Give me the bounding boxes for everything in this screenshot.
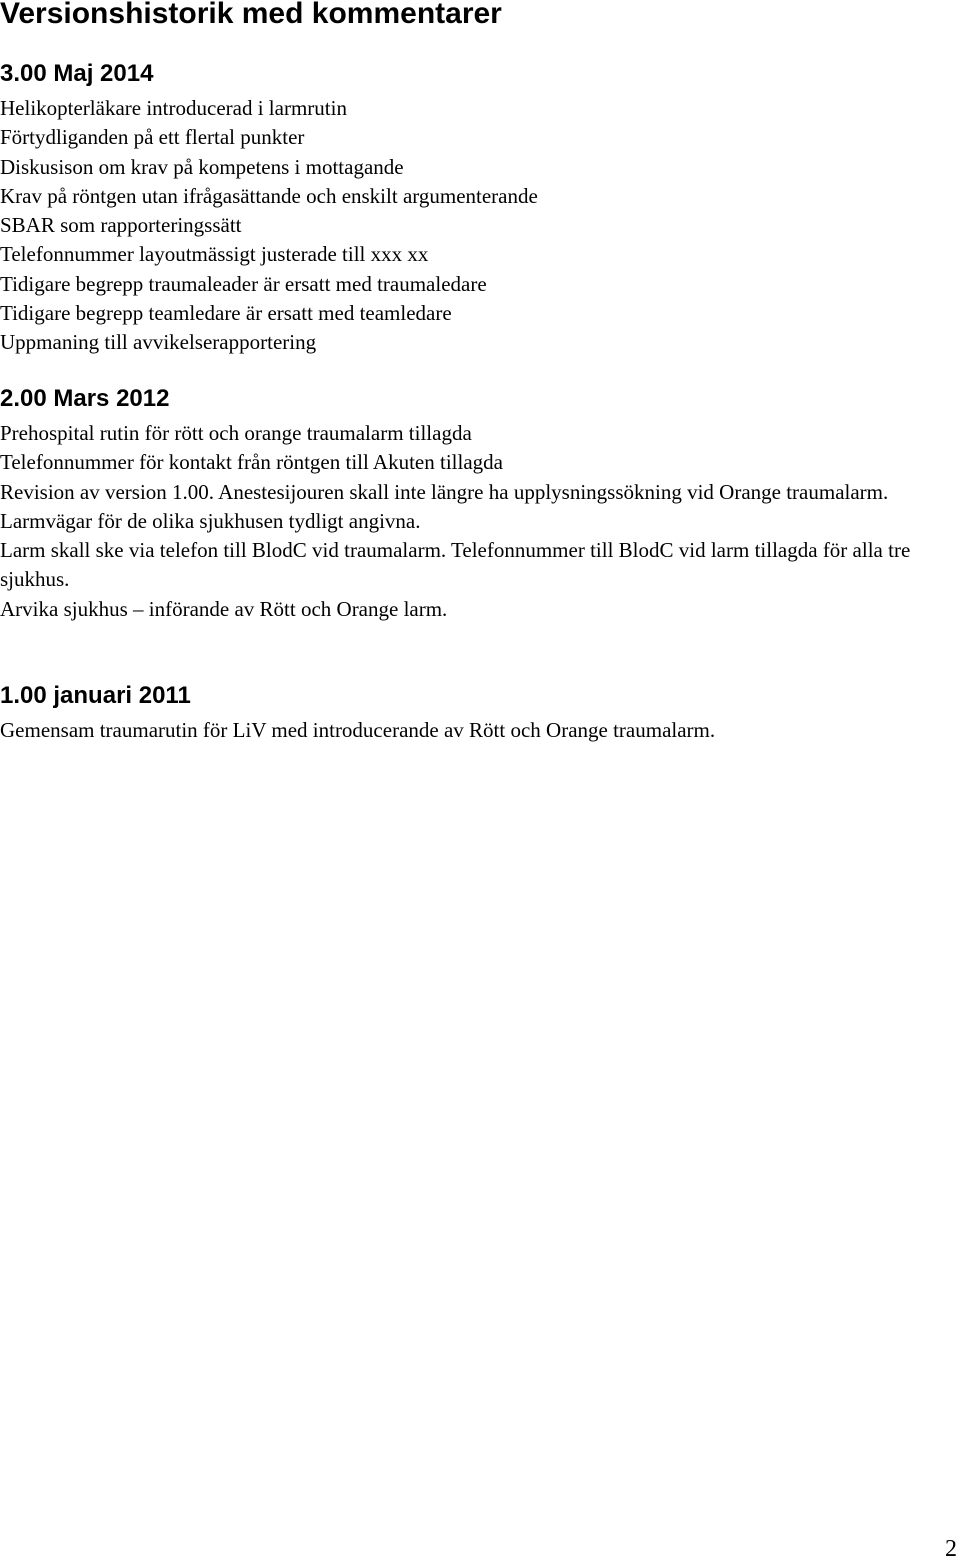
change-item: Telefonnummer layoutmässigt justerade till xxx xx	[0, 242, 429, 267]
change-item: Revision av version 1.00. Anestesijouren skall inte längre ha upplysningssökning vid Orange traumalarm.	[0, 479, 889, 504]
change-item: Larm skall ske via telefon till BlodC vid traumalarm. Telefonnummer till BlodC vid larm tillagda för alla tre sjukhus.	[0, 538, 911, 592]
change-item: Helikopterläkare introducerad i larmrutin	[0, 96, 347, 120]
change-item: Larmvägar för de olika sjukhusen tydligt angivna.	[0, 508, 421, 533]
change-item: Tidigare begrepp teamledare är ersatt med teamledare	[0, 301, 452, 326]
version-heading: 2.00 Mars 2012	[0, 385, 170, 412]
change-list	[0, 419, 950, 624]
version-section-1-00	[0, 680, 950, 745]
change-item: Krav på röntgen utan ifrågasättande och enskilt argumenterande	[0, 183, 538, 208]
change-list	[0, 716, 950, 745]
change-item: Prehospital rutin för rött och orange traumalarm tillagda	[0, 421, 472, 445]
change-item: Tidigare begrepp traumaleader är ersatt med traumaledare	[0, 271, 487, 296]
change-list	[0, 94, 950, 358]
change-item: SBAR som rapporteringssätt	[0, 213, 242, 238]
change-item: Gemensam traumarutin för LiV med introducerande av Rött och Orange traumalarm.	[0, 718, 716, 742]
change-item: Uppmaning till avvikelserapportering	[0, 330, 317, 355]
document-title: Versionshistorik med kommentarer	[0, 0, 502, 30]
change-item: Arvika sjukhus – införande av Rött och Orange larm.	[0, 596, 448, 621]
version-heading: 3.00 Maj 2014	[0, 60, 154, 87]
version-section-3-00	[0, 58, 950, 358]
version-section-2-00	[0, 383, 950, 624]
change-item: Diskusison om krav på kompetens i mottagande	[0, 154, 404, 179]
change-item: Telefonnummer för kontakt från röntgen till Akuten tillagda	[0, 450, 503, 475]
change-item: Förtydliganden på ett flertal punkter	[0, 125, 305, 150]
page-number: 2	[945, 1536, 957, 1562]
version-heading: 1.00 januari 2011	[0, 682, 191, 709]
